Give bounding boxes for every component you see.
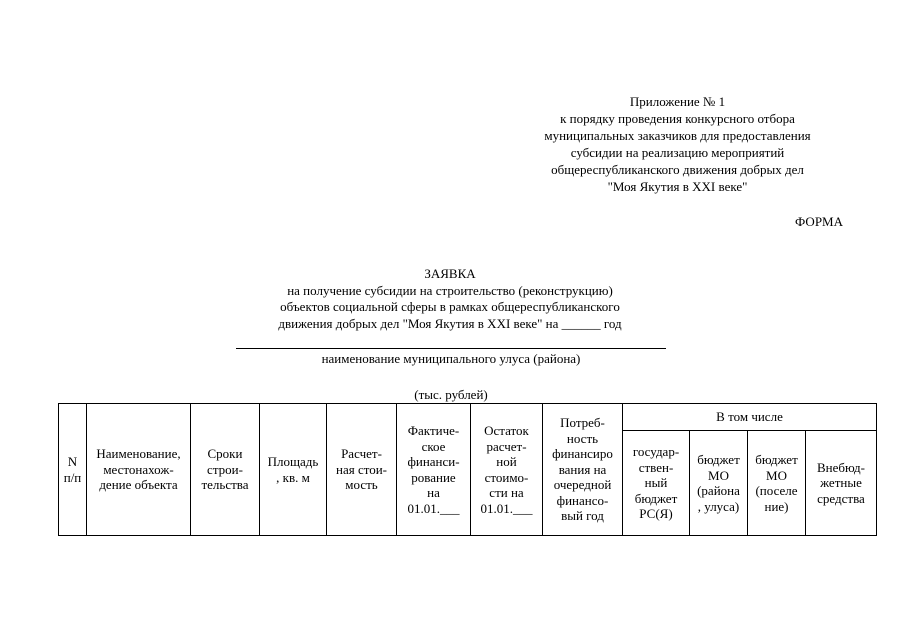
header-including: В том числе — [623, 404, 877, 431]
header-extra-budget: Внебюд- жетные средства — [806, 431, 877, 536]
header-actual-financing: Фактиче- ское финанси- рование на 01.01.___ — [397, 404, 471, 536]
header-remainder: Остаток расчет- ной стоимо- сти на 01.01.___ — [471, 404, 543, 536]
ulus-caption: наименование муниципального улуса (района) — [321, 351, 581, 366]
header-financing-need: Потреб- ность финансиро вания на очередной финансо- вый год — [543, 404, 623, 536]
title-heading: ЗАЯВКА — [424, 266, 476, 281]
application-title — [230, 266, 670, 332]
header-name: Наименование, местонахож- дение объекта — [87, 404, 191, 536]
header-terms: Сроки строи- тельства — [191, 404, 260, 536]
header-area: Площадь , кв. м — [260, 404, 327, 536]
application-table — [58, 403, 877, 536]
title-line-3: движения добрых дел "Моя Якутия в XXI веке" на ______ год — [278, 315, 622, 331]
appendix-line-6: "Моя Якутия в XXI веке" — [607, 179, 748, 194]
header-state-budget: государ- ствен- ный бюджет РС(Я) — [623, 431, 690, 536]
appendix-line-2: к порядку проведения конкурсного отбора — [560, 111, 795, 126]
appendix-line-1: Приложение № 1 — [629, 94, 726, 109]
form-label: ФОРМА — [795, 214, 843, 229]
appendix-line-3: муниципальных заказчиков для предоставления — [544, 128, 811, 143]
title-line-1: на получение субсидии на строительство (реконструкцию) — [287, 282, 613, 298]
appendix-line-4: субсидии на реализацию мероприятий — [570, 145, 785, 160]
title-line-2: объектов социальной сферы в рамках общереспубликанского — [280, 299, 620, 314]
ulus-name-line — [236, 348, 666, 349]
header-num: N п/п — [59, 404, 87, 536]
appendix-block — [510, 93, 845, 195]
header-cost: Расчет- ная стои- мость — [327, 404, 397, 536]
header-mo-settlement-budget: бюджет МО (поселе ние) — [748, 431, 806, 536]
header-mo-district-budget: бюджет МО (района , улуса) — [690, 431, 748, 536]
units-label: (тыс. рублей) — [414, 387, 488, 402]
appendix-line-5: общереспубликанского движения добрых дел — [551, 162, 804, 177]
